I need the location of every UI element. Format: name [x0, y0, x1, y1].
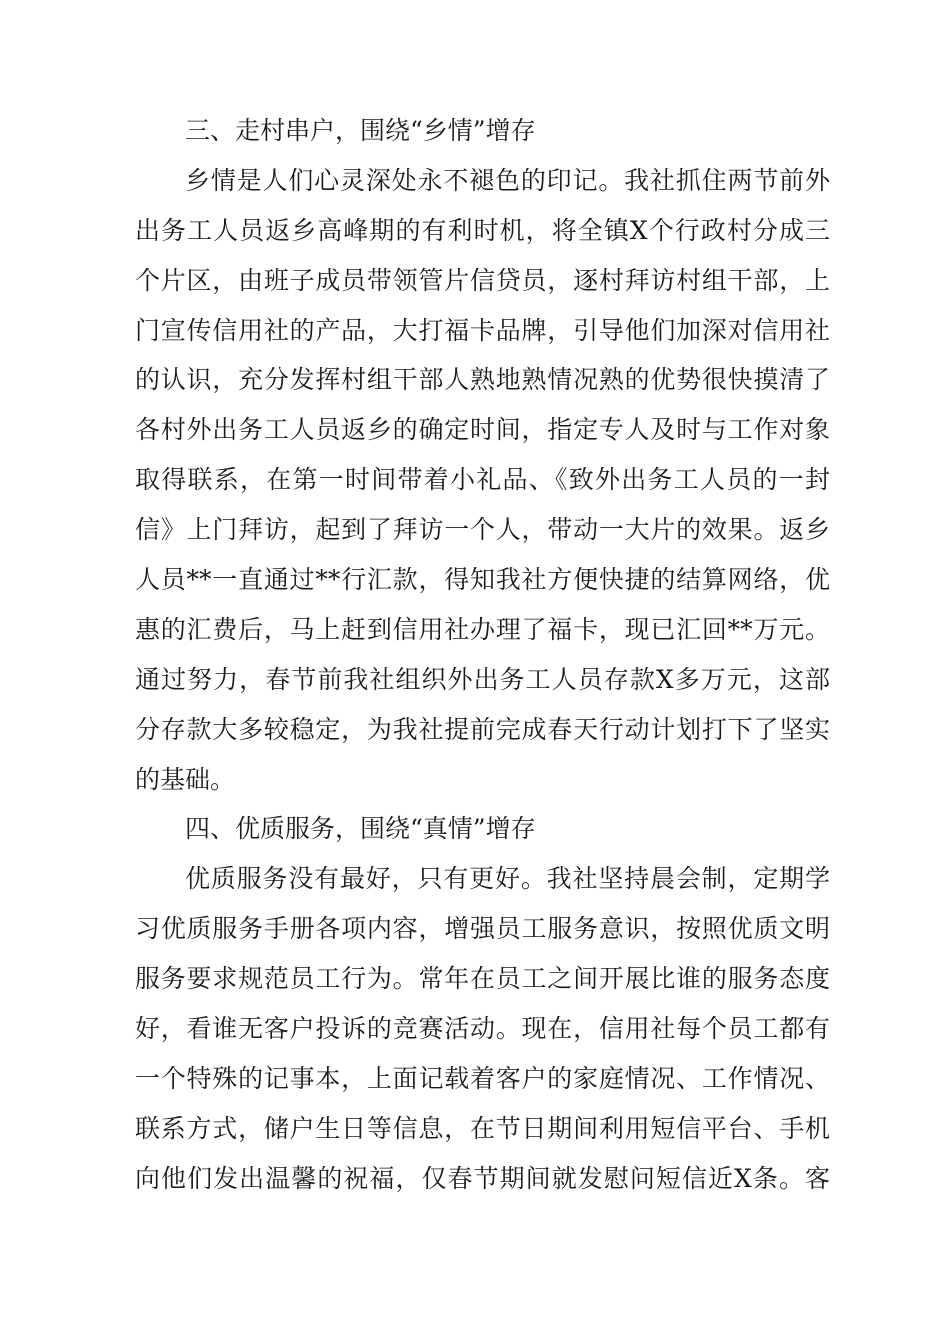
paragraph-line: 乡情是人们心灵深处永不褪色的印记。我社抓住两节前外 [185, 165, 830, 195]
paragraph-line: 出务工人员返乡高峰期的有利时机，将全镇X个行政村分成三 [135, 215, 830, 245]
section-heading-3: 三、走村串户，围绕“乡情”增存 [185, 116, 536, 145]
paragraph-line: 服务要求规范员工行为。常年在员工之间开展比谁的服务态度 [135, 964, 830, 994]
paragraph-line: 门宣传信用社的产品，大打福卡品牌，引导他们加深对信用社 [135, 315, 830, 345]
paragraph-line: 通过努力，春节前我社组织外出务工人员存款X多万元，这部 [135, 664, 830, 694]
paragraph-line: 个片区，由班子成员带领管片信贷员，逐村拜访村组干部，上 [135, 265, 830, 295]
paragraph-line: 好，看谁无客户投诉的竞赛活动。现在，信用社每个员工都有 [135, 1014, 830, 1044]
paragraph-line: 信》上门拜访，起到了拜访一个人，带动一大片的效果。返乡 [135, 515, 830, 545]
paragraph-line: 的认识，充分发挥村组干部人熟地熟情况熟的优势很快摸清了 [135, 365, 830, 395]
paragraph-line: 取得联系，在第一时间带着小礼品、《致外出务工人员的一封 [135, 465, 830, 495]
paragraph-line: 的基础。 [135, 764, 236, 794]
paragraph-line: 联系方式，储户生日等信息，在节日期间利用短信平台、手机 [135, 1113, 830, 1143]
paragraph-line: 人员**一直通过**行汇款，得知我社方便快捷的结算网络，优 [135, 565, 830, 595]
document-body [135, 106, 830, 1204]
paragraph-line: 各村外出务工人员返乡的确定时间，指定专人及时与工作对象 [135, 415, 830, 445]
paragraph-line: 习优质服务手册各项内容，增强员工服务意识，按照优质文明 [135, 914, 830, 944]
paragraph-line: 一个特殊的记事本，上面记载着客户的家庭情况、工作情况、 [135, 1063, 830, 1093]
paragraph-line: 优质服务没有最好，只有更好。我社坚持晨会制，定期学 [185, 864, 830, 894]
section-heading-4: 四、优质服务，围绕“真情”增存 [185, 814, 536, 844]
paragraph-line: 惠的汇费后，马上赶到信用社办理了福卡，现已汇回**万元。 [135, 614, 830, 644]
paragraph-line: 向他们发出温馨的祝福，仅春节期间就发慰问短信近X条。客 [135, 1163, 830, 1193]
paragraph-line: 分存款大多较稳定，为我社提前完成春天行动计划打下了坚实 [135, 714, 830, 744]
